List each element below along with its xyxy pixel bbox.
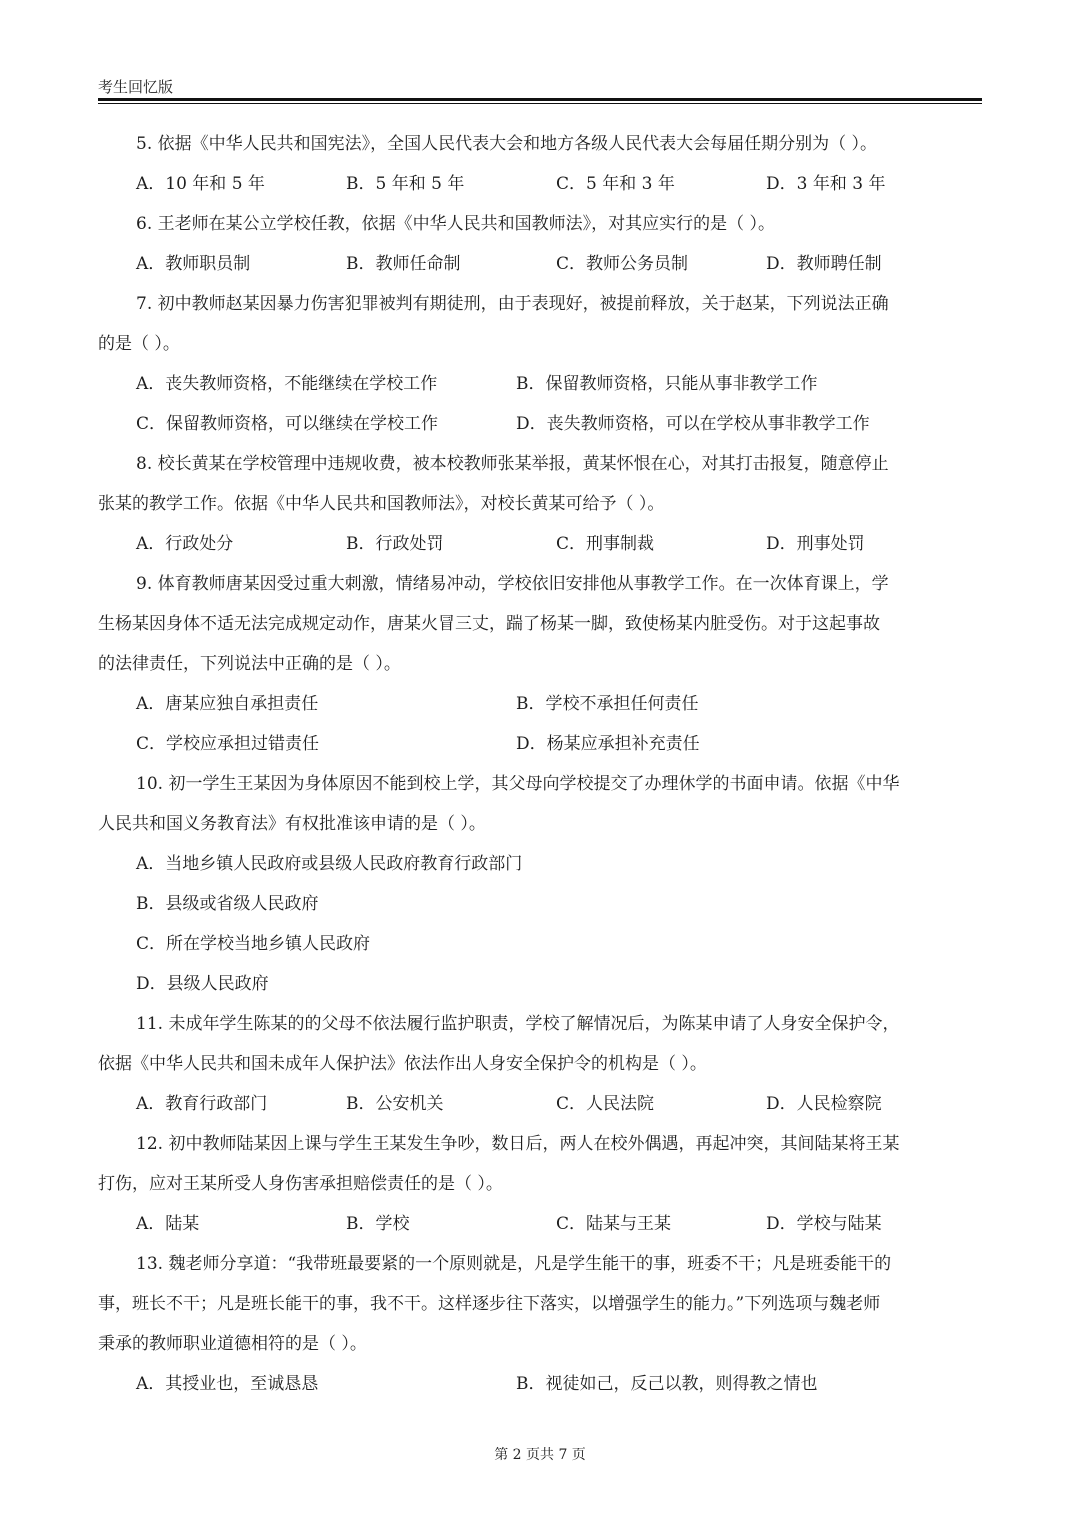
question-6-stem-line-1: 6. 王老师在某公立学校任教，依据《中华人民共和国教师法》，对其应实行的是（ ）。 (136, 214, 776, 234)
question-9-option-b: B．学校不承担任何责任 (516, 694, 699, 714)
question-10-stem-line-2: 人民共和国义务教育法》有权批准该申请的是（ ）。 (98, 814, 486, 834)
question-12-stem-line-1: 12. 初中教师陆某因上课与学生王某发生争吵，数日后，两人在校外偶遇，再起冲突，其间陆某将王某 (136, 1134, 900, 1154)
question-5-option-c: C．5 年和 3 年 (556, 174, 675, 194)
question-8-stem-line-2: 张某的教学工作。依据《中华人民共和国教师法》，对校长黄某可给予（ ）。 (98, 494, 665, 514)
question-12-option-d: D．学校与陆某 (766, 1214, 882, 1234)
question-7-option-d: D．丧失教师资格，可以在学校从事非教学工作 (516, 414, 870, 434)
question-12-option-a: A．陆某 (136, 1214, 200, 1234)
question-9 (98, 564, 982, 764)
question-11-option-d: D．人民检察院 (766, 1094, 882, 1114)
question-12-stem-line-2: 打伤，应对王某所受人身伤害承担赔偿责任的是（ ）。 (98, 1174, 503, 1194)
question-8-options (98, 524, 982, 564)
question-6-options (98, 244, 982, 284)
question-6-option-b: B．教师任命制 (346, 254, 461, 274)
question-9-option-a: A．唐某应独自承担责任 (136, 694, 319, 714)
page-header-title: 考生回忆版 (98, 78, 174, 96)
question-12-option-b: B．学校 (346, 1214, 410, 1234)
question-5-options (98, 164, 982, 204)
question-9-option-d: D．杨某应承担补充责任 (516, 734, 700, 754)
question-8-option-b: B．行政处罚 (346, 534, 444, 554)
question-9-stem-line-1: 9. 体育教师唐某因受过重大刺激，情绪易冲动，学校依旧安排他从事教学工作。在一次体育课上，学 (136, 574, 889, 594)
document-body (98, 124, 982, 1404)
question-7-option-a: A．丧失教师资格，不能继续在学校工作 (136, 374, 438, 394)
question-9-stem-line-3: 的法律责任，下列说法中正确的是（ ）。 (98, 654, 401, 674)
question-5-option-a: A．10 年和 5 年 (136, 174, 265, 194)
question-10-option-a: A．当地乡镇人民政府或县级人民政府教育行政部门 (136, 854, 523, 874)
question-6-option-c: C．教师公务员制 (556, 254, 689, 274)
question-12-options (98, 1204, 982, 1244)
question-10-stem-line-1: 10. 初一学生王某因为身体原因不能到校上学，其父母向学校提交了办理休学的书面申请。依据《中华 (136, 774, 900, 794)
question-7-options-row-2 (98, 404, 982, 444)
question-7-options-row-1 (98, 364, 982, 404)
question-11-option-c: C．人民法院 (556, 1094, 655, 1114)
question-5-stem-line-1: 5. 依据《中华人民共和国宪法》，全国人民代表大会和地方各级人民代表大会每届任期分别为（ ）。 (136, 134, 878, 154)
question-8-stem-line-1: 8. 校长黄某在学校管理中违规收费，被本校教师张某举报，黄某怀恨在心，对其打击报复，随意停止 (136, 454, 889, 474)
header-rule-thick (98, 98, 982, 101)
question-13-option-b: B．视徒如己，反己以教，则得教之情也 (516, 1374, 818, 1394)
question-12 (98, 1124, 982, 1244)
question-8-option-d: D．刑事处罚 (766, 534, 865, 554)
question-7-stem-line-2: 的是（ ）。 (98, 334, 180, 354)
question-8-option-a: A．行政处分 (136, 534, 234, 554)
question-13-stem-line-1: 13. 魏老师分享道：“我带班最要紧的一个原则就是，凡是学生能干的事，班委不干；凡是班委能干的 (136, 1254, 892, 1274)
question-13-stem-line-2: 事，班长不干；凡是班长能干的事，我不干。这样逐步往下落实，以增强学生的能力。”下列选项与魏老师 (98, 1294, 881, 1314)
question-6-option-d: D．教师聘任制 (766, 254, 882, 274)
question-12-option-c: C．陆某与王某 (556, 1214, 672, 1234)
question-10-option-b: B．县级或省级人民政府 (136, 894, 319, 914)
question-8 (98, 444, 982, 564)
question-7-option-c: C．保留教师资格，可以继续在学校工作 (136, 414, 439, 434)
question-13-options-row-1 (98, 1364, 982, 1404)
question-9-options-row-1 (98, 684, 982, 724)
question-5 (98, 124, 982, 204)
question-9-options-row-2 (98, 724, 982, 764)
question-6-option-a: A．教师职员制 (136, 254, 251, 274)
question-9-stem-line-2: 生杨某因身体不适无法完成规定动作，唐某火冒三丈，踹了杨某一脚，致使杨某内脏受伤。对于这起事故 (98, 614, 880, 634)
question-10-option-c: C．所在学校当地乡镇人民政府 (136, 934, 371, 954)
question-10-option-d: D．县级人民政府 (136, 974, 269, 994)
question-13 (98, 1244, 982, 1404)
question-7-option-b: B．保留教师资格，只能从事非教学工作 (516, 374, 818, 394)
question-13-stem-line-3: 秉承的教师职业道德相符的是（ ）。 (98, 1334, 367, 1354)
question-11-option-b: B．公安机关 (346, 1094, 444, 1114)
header-rule-thin (98, 103, 982, 104)
question-6 (98, 204, 982, 284)
question-11-option-a: A．教育行政部门 (136, 1094, 268, 1114)
question-8-option-c: C．刑事制裁 (556, 534, 655, 554)
question-5-option-b: B．5 年和 5 年 (346, 174, 465, 194)
question-7 (98, 284, 982, 444)
question-5-option-d: D．3 年和 3 年 (766, 174, 886, 194)
question-7-stem-line-1: 7. 初中教师赵某因暴力伤害犯罪被判有期徒刑，由于表现好，被提前释放，关于赵某，下列说法正确 (136, 294, 889, 314)
question-11-options (98, 1084, 982, 1124)
question-9-option-c: C．学校应承担过错责任 (136, 734, 320, 754)
question-11-stem-line-2: 依据《中华人民共和国未成年人保护法》依法作出人身安全保护令的机构是（ ）。 (98, 1054, 707, 1074)
question-13-option-a: A．其授业也，至诚恳恳 (136, 1374, 319, 1394)
question-11 (98, 1004, 982, 1124)
question-11-stem-line-1: 11. 未成年学生陈某的的父母不依法履行监护职责，学校了解情况后，为陈某申请了人身安全保护令， (136, 1014, 900, 1034)
page-number: 第 2 页共 7 页 (494, 1447, 586, 1463)
question-10 (98, 764, 982, 1004)
